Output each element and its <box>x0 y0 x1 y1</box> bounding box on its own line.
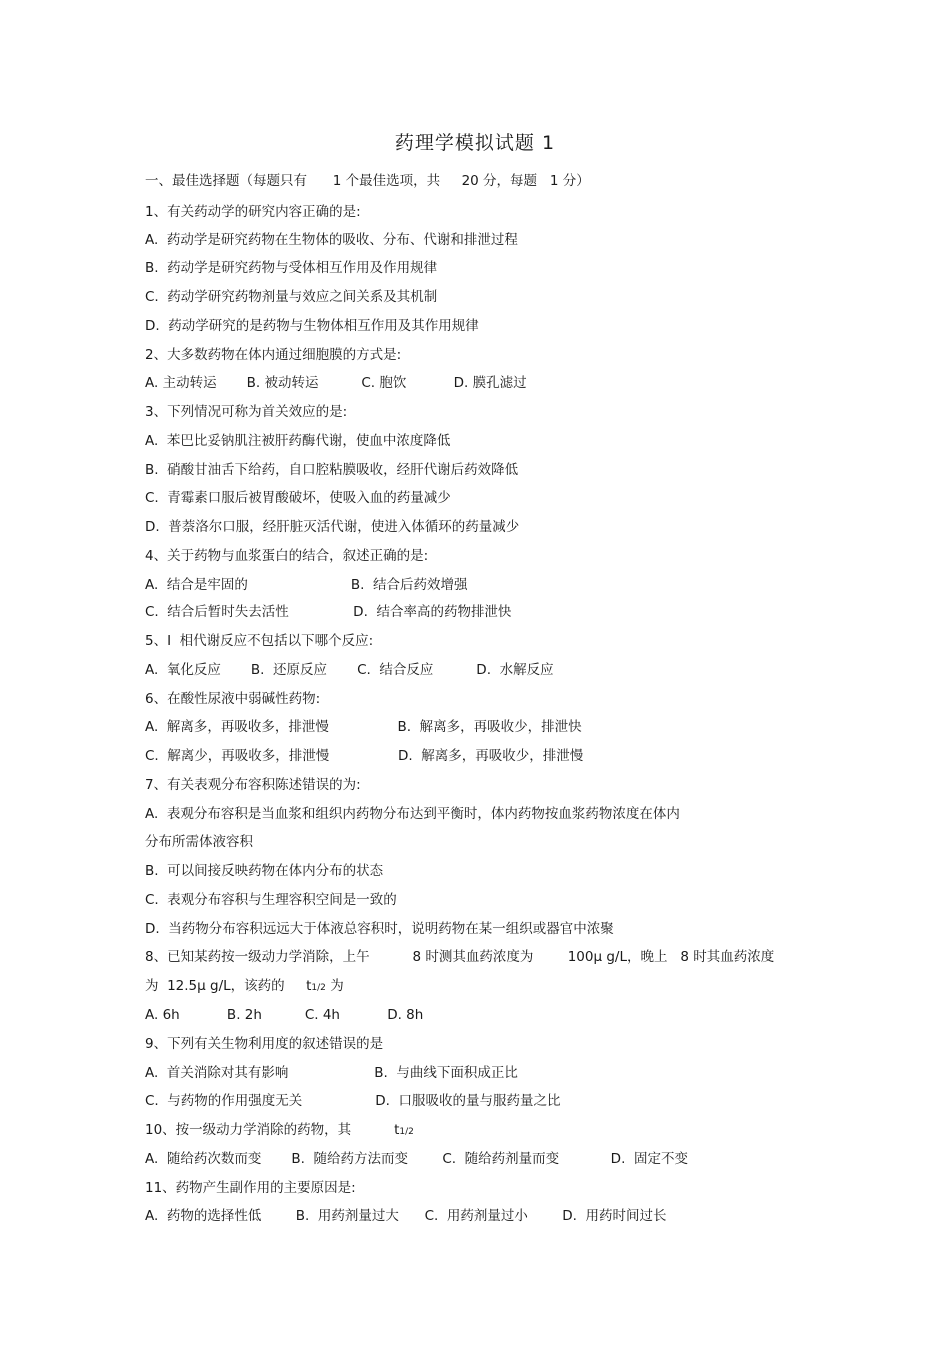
page-title: 药理学模拟试题 1 <box>394 132 556 154</box>
question-2-stem: 2、大多数药物在体内通过细胞膜的方式是: <box>145 347 402 363</box>
question-9-options-cd: C. 与药物的作用强度无关 D. 口服吸收的量与服药量之比 <box>145 1093 561 1109</box>
question-8-stem2-post: 为 <box>325 978 344 994</box>
question-6-options-cd: C. 解离少，再吸收多，排泄慢 D. 解离多，再吸收少，排泄慢 <box>145 748 584 764</box>
question-10-options: A. 随给药次数而变 B. 随给药方法而变 C. 随给药剂量而变 D. 固定不变 <box>145 1151 688 1167</box>
question-1-option-c: C. 药动学研究药物剂量与效应之间关系及其机制 <box>145 289 438 305</box>
question-3-option-b: B. 硝酸甘油舌下给药，自口腔粘膜吸收，经肝代谢后药效降低 <box>145 462 519 478</box>
question-6-options-ab: A. 解离多，再吸收多，排泄慢 B. 解离多，再吸收少，排泄快 <box>145 719 582 735</box>
question-5-options: A. 氧化反应 B. 还原反应 C. 结合反应 D. 水解反应 <box>145 662 554 678</box>
question-7-option-a-line2: 分布所需体液容积 <box>145 834 253 850</box>
question-2-options: A. 主动转运 B. 被动转运 C. 胞饮 D. 膜孔滤过 <box>145 375 527 391</box>
question-8-stem-line1: 8、已知某药按一级动力学消除，上午 8 时测其血药浓度为 100μ g/L，晚上 8 时其血药浓度 <box>145 949 775 965</box>
question-5-stem: 5、I 相代谢反应不包括以下哪个反应: <box>145 633 374 649</box>
question-7-stem: 7、有关表观分布容积陈述错误的为: <box>145 777 361 793</box>
question-11-stem: 11、药物产生副作用的主要原因是: <box>145 1180 356 1196</box>
question-7-option-b: B. 可以间接反映药物在体内分布的状态 <box>145 863 384 879</box>
half-life-subscript: 1/2 <box>311 983 326 993</box>
half-life-subscript: 1/2 <box>399 1127 414 1137</box>
question-6-stem: 6、在酸性尿液中弱碱性药物: <box>145 691 321 707</box>
question-8-stem-line2 <box>145 977 344 997</box>
question-10-stem-pre: 10、按一级动力学消除的药物，其 t <box>145 1122 400 1138</box>
question-4-options-cd: C. 结合后暂时失去活性 D. 结合率高的药物排泄快 <box>145 604 512 620</box>
question-8-stem2-pre: 为 12.5μ g/L，该药的 t <box>145 978 312 994</box>
question-9-stem: 9、下列有关生物利用度的叙述错误的是 <box>145 1036 384 1052</box>
question-7-option-c: C. 表观分布容积与生理容积空间是一致的 <box>145 892 397 908</box>
question-8-options: A. 6h B. 2h C. 4h D. 8h <box>145 1007 424 1023</box>
section-header: 一、最佳选择题（每题只有 1 个最佳选项，共 20 分，每题 1 分） <box>145 173 590 189</box>
question-1-option-a: A. 药动学是研究药物在生物体的吸收、分布、代谢和排泄过程 <box>145 232 518 248</box>
question-3-option-c: C. 青霉素口服后被胃酸破坏，使吸入血的药量减少 <box>145 490 451 506</box>
question-4-stem: 4、关于药物与血浆蛋白的结合，叙述正确的是: <box>145 548 429 564</box>
question-1-option-d: D. 药动学研究的是药物与生物体相互作用及其作用规律 <box>145 318 479 334</box>
question-7-option-d: D. 当药物分布容积远远大于体液总容积时，说明药物在某一组织或器官中浓聚 <box>145 921 614 937</box>
question-3-option-d: D. 普萘洛尔口服，经肝脏灭活代谢，使进入体循环的药量减少 <box>145 519 520 535</box>
question-10-stem <box>145 1121 414 1141</box>
question-9-options-ab: A. 首关消除对其有影响 B. 与曲线下面积成正比 <box>145 1065 518 1081</box>
question-4-options-ab: A. 结合是牢固的 B. 结合后药效增强 <box>145 577 468 593</box>
question-1-stem: 1、有关药动学的研究内容正确的是: <box>145 204 361 220</box>
question-1-option-b: B. 药动学是研究药物与受体相互作用及作用规律 <box>145 260 438 276</box>
question-3-stem: 3、下列情况可称为首关效应的是: <box>145 404 348 420</box>
question-7-option-a-line1: A. 表观分布容积是当血浆和组织内药物分布达到平衡时，体内药物按血浆药物浓度在体内 <box>145 806 680 822</box>
question-11-options: A. 药物的选择性低 B. 用药剂量过大 C. 用药剂量过小 D. 用药时间过长 <box>145 1208 667 1224</box>
question-3-option-a: A. 苯巴比妥钠肌注被肝药酶代谢，使血中浓度降低 <box>145 433 451 449</box>
